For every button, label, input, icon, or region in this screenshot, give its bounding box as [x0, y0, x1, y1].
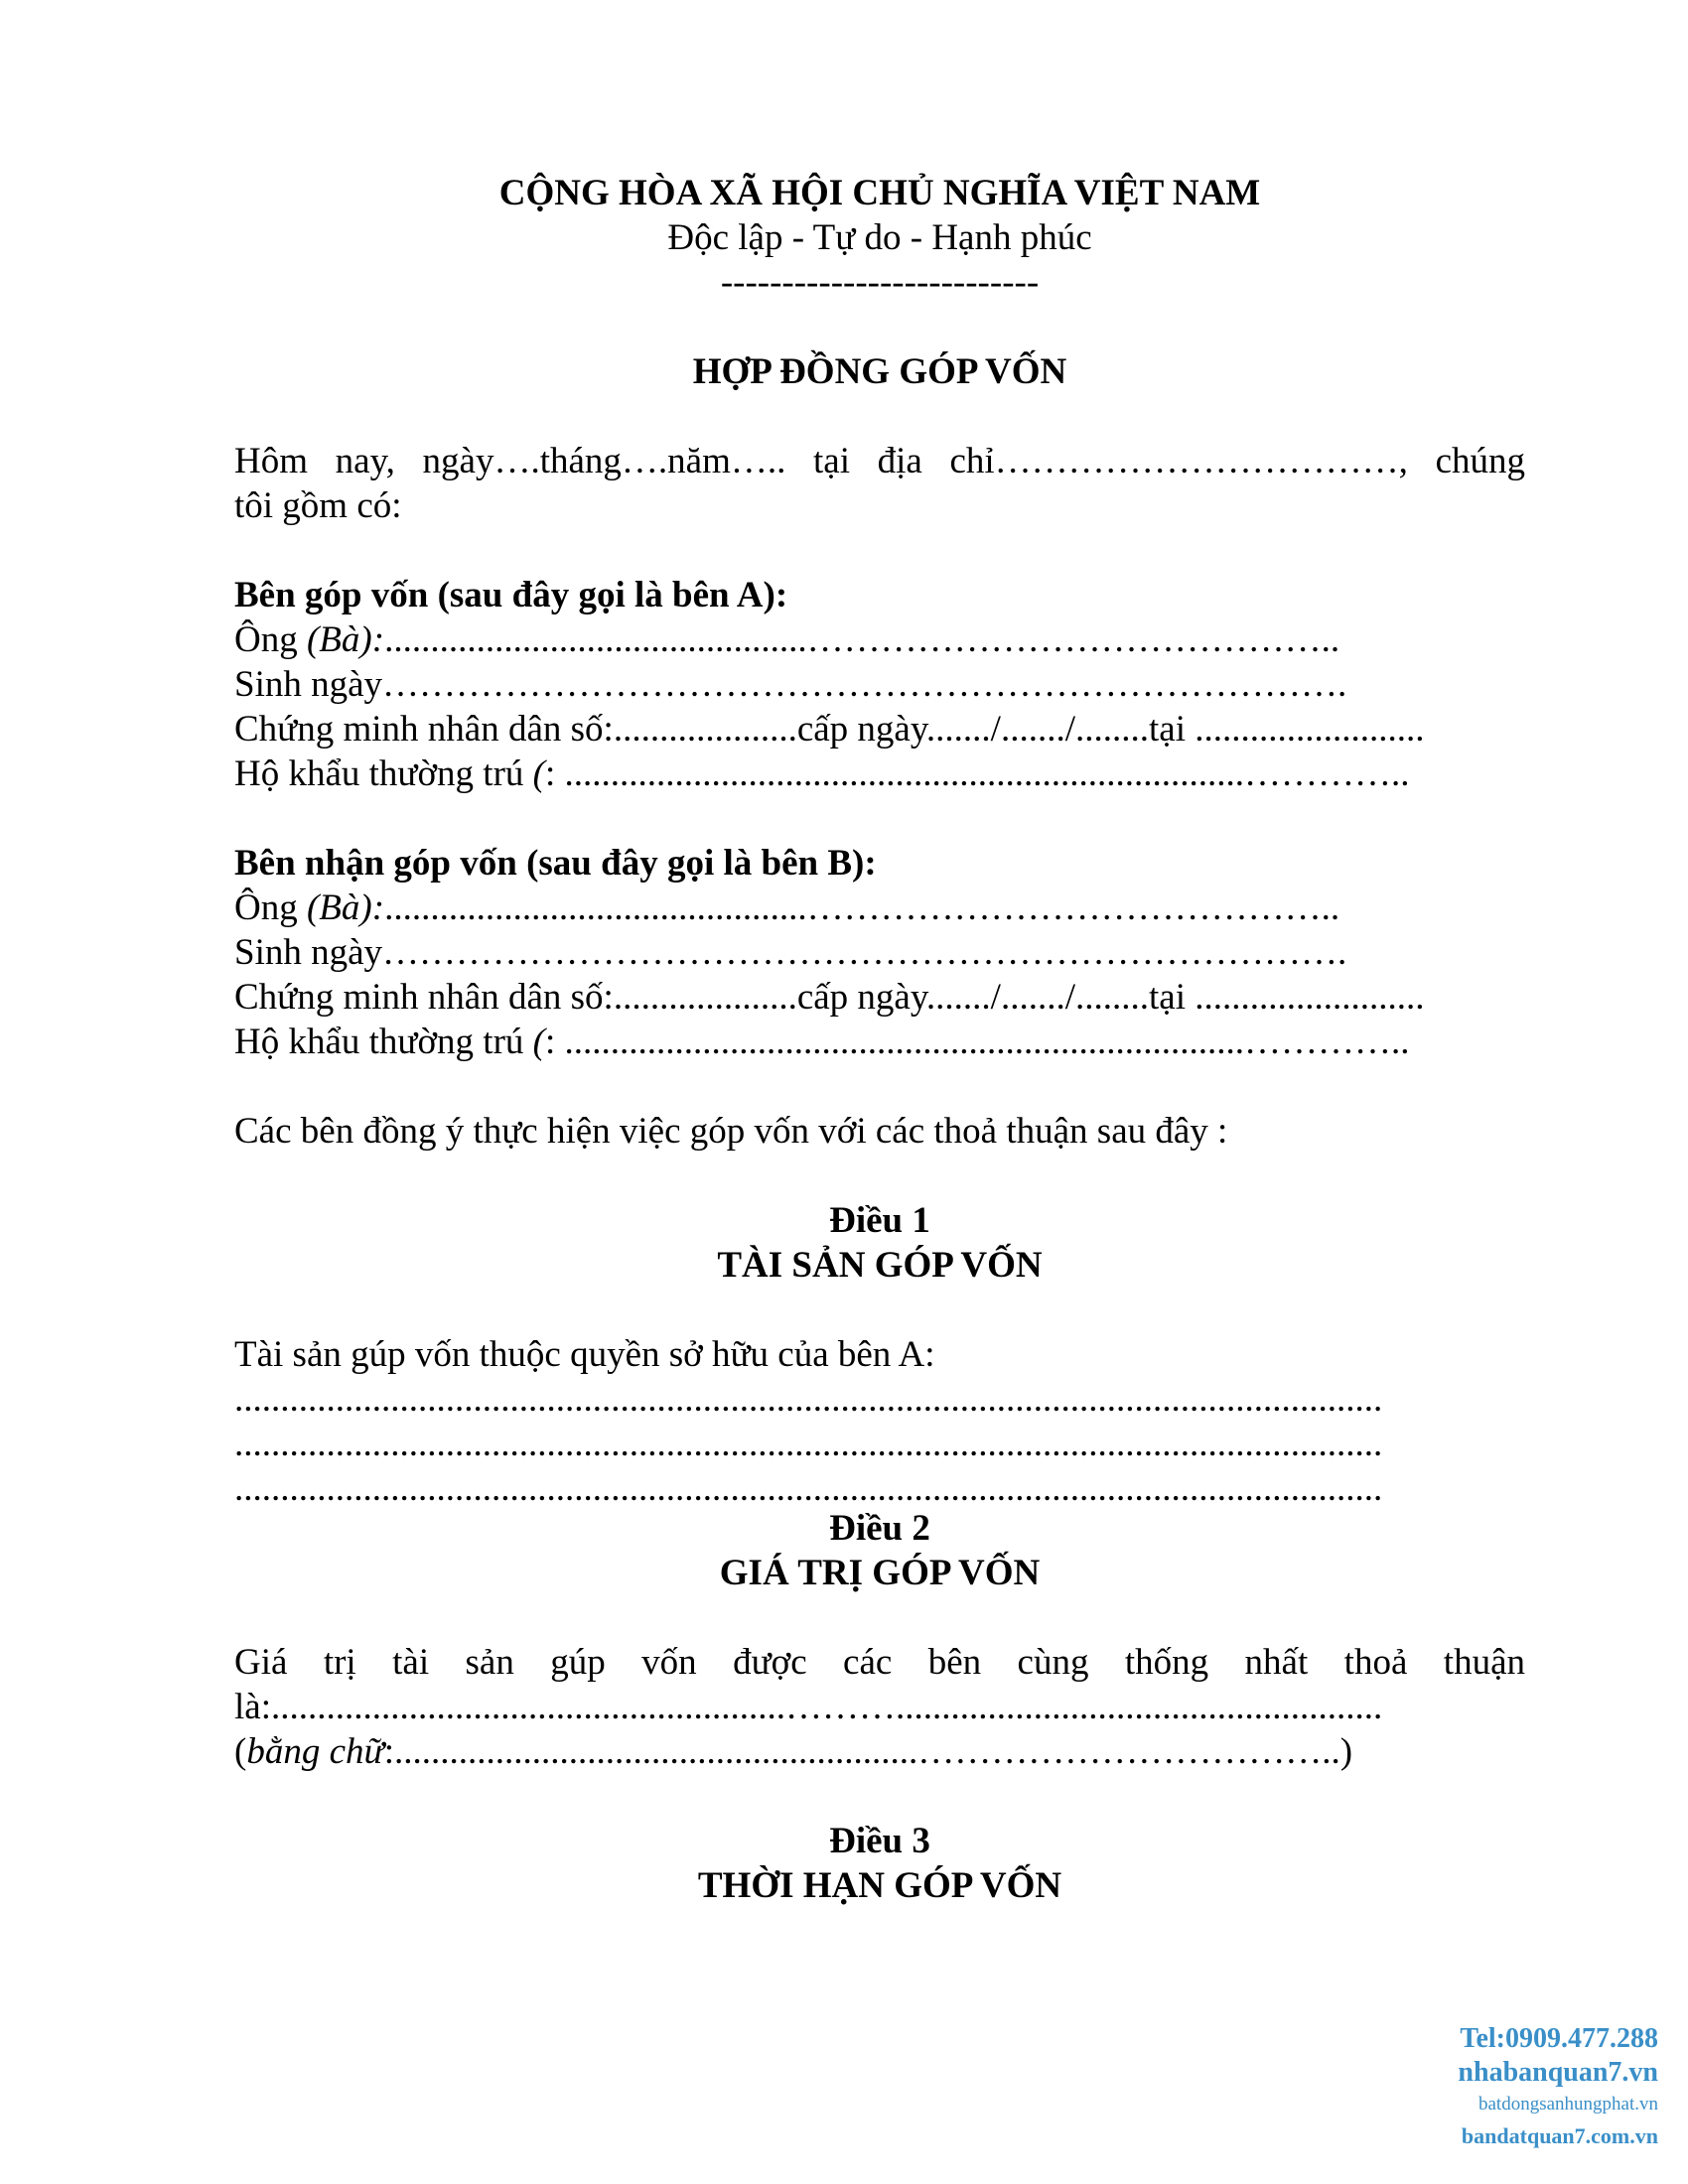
article-1-fill-line: .............................................................................................................................	[234, 1424, 1383, 1464]
party-a-name-label-ba: (Bà	[306, 619, 360, 660]
national-title: CỘNG HÒA XÃ HỘI CHỦ NGHĨA VIỆT NAM	[498, 173, 1261, 213]
article-2-number: Điều 2	[829, 1508, 930, 1549]
party-a-heading: Bên góp vốn (sau đây gọi là bên A):	[234, 575, 788, 615]
party-b-name-label-ba: (Bà	[306, 887, 360, 928]
party-b-id: Chứng minh nhân dân số:....................cấp ngày......./......./........tại .........................	[234, 977, 1425, 1018]
article-2-words-label: bằng chữ	[246, 1731, 384, 1772]
article-2-intro: Giá trị tài sản gúp vốn được các bên cùng thống nhất thoả thuận	[234, 1642, 1525, 1683]
party-a-residence-label: Hộ khẩu thường trú	[234, 753, 533, 794]
watermark-phone: Tel:0909.477.288	[1460, 2023, 1658, 2054]
party-b-residence-label: Hộ khẩu thường trú	[234, 1022, 533, 1062]
watermark-site: nhabanquan7.vn	[1458, 2057, 1658, 2088]
party-a-name-label: Ông	[234, 619, 307, 660]
party-b-residence-line	[234, 1020, 1525, 1064]
article-1-fill-line: .............................................................................................................................	[234, 1468, 1383, 1509]
party-a-residence-paren: (	[532, 753, 545, 794]
article-2-words-open: (	[234, 1731, 247, 1772]
party-b-residence-paren: (	[532, 1022, 545, 1062]
article-2-title: GIÁ TRỊ GÓP VỐN	[719, 1553, 1041, 1593]
article-3-number: Điều 3	[829, 1821, 930, 1861]
article-3-title: THỜI HẠN GÓP VỐN	[697, 1865, 1062, 1906]
party-a-dob: Sinh ngày…………………………………………………………………….	[234, 664, 1347, 705]
party-b-name-label-close: ):	[359, 887, 385, 928]
contract-title: HỢP ĐỒNG GÓP VỐN	[692, 351, 1067, 392]
article-2-words-fill: :.........................................................……………………………..)	[383, 1731, 1353, 1772]
party-a-name-label-close: ):	[359, 619, 385, 660]
party-b-name-line	[234, 886, 1525, 930]
party-b-name-fill: ..............................................……………………………………..	[384, 887, 1340, 928]
intro-line-2: tôi gồm có:	[234, 485, 402, 526]
article-1-title: TÀI SẢN GÓP VỐN	[717, 1245, 1043, 1286]
article-1-fill-line: .............................................................................................................................	[234, 1379, 1383, 1420]
article-2-value-line: là:........................................................……….....................................................	[234, 1687, 1383, 1727]
party-b-dob: Sinh ngày…………………………………………………………………….	[234, 932, 1347, 973]
agreement-statement: Các bên đồng ý thực hiện việc góp vốn với các thoả thuận sau đây :	[234, 1111, 1228, 1152]
party-a-residence-line	[234, 751, 1525, 796]
party-a-name-fill: ..............................................……………………………………..	[384, 619, 1340, 660]
article-2-words-line	[234, 1729, 1525, 1774]
contract-page	[234, 0, 1525, 2184]
intro-line-1: Hôm nay, ngày….tháng….năm….. tại địa chỉ……………………………, chúng	[234, 441, 1525, 481]
article-1-intro: Tài sản gúp vốn thuộc quyền sở hữu của bên A:	[234, 1334, 935, 1375]
party-b-residence-fill: : ..........................................................................…………..	[544, 1022, 1410, 1062]
party-b-heading: Bên nhận góp vốn (sau đây gọi là bên B):	[234, 843, 877, 884]
party-a-residence-fill: : ..........................................................................…………..	[544, 753, 1410, 794]
party-b-name-label: Ông	[234, 887, 307, 928]
watermark-site: bandatquan7.com.vn	[1461, 2123, 1658, 2148]
party-a-id: Chứng minh nhân dân số:....................cấp ngày......./......./........tại .........................	[234, 709, 1425, 750]
header-separator: --------------------------	[720, 262, 1040, 303]
party-a-name-line	[234, 617, 1525, 662]
article-1-number: Điều 1	[829, 1200, 930, 1241]
national-motto: Độc lập - Tự do - Hạnh phúc	[667, 217, 1092, 258]
watermark-site: batdongsanhungphat.vn	[1477, 2094, 1658, 2115]
